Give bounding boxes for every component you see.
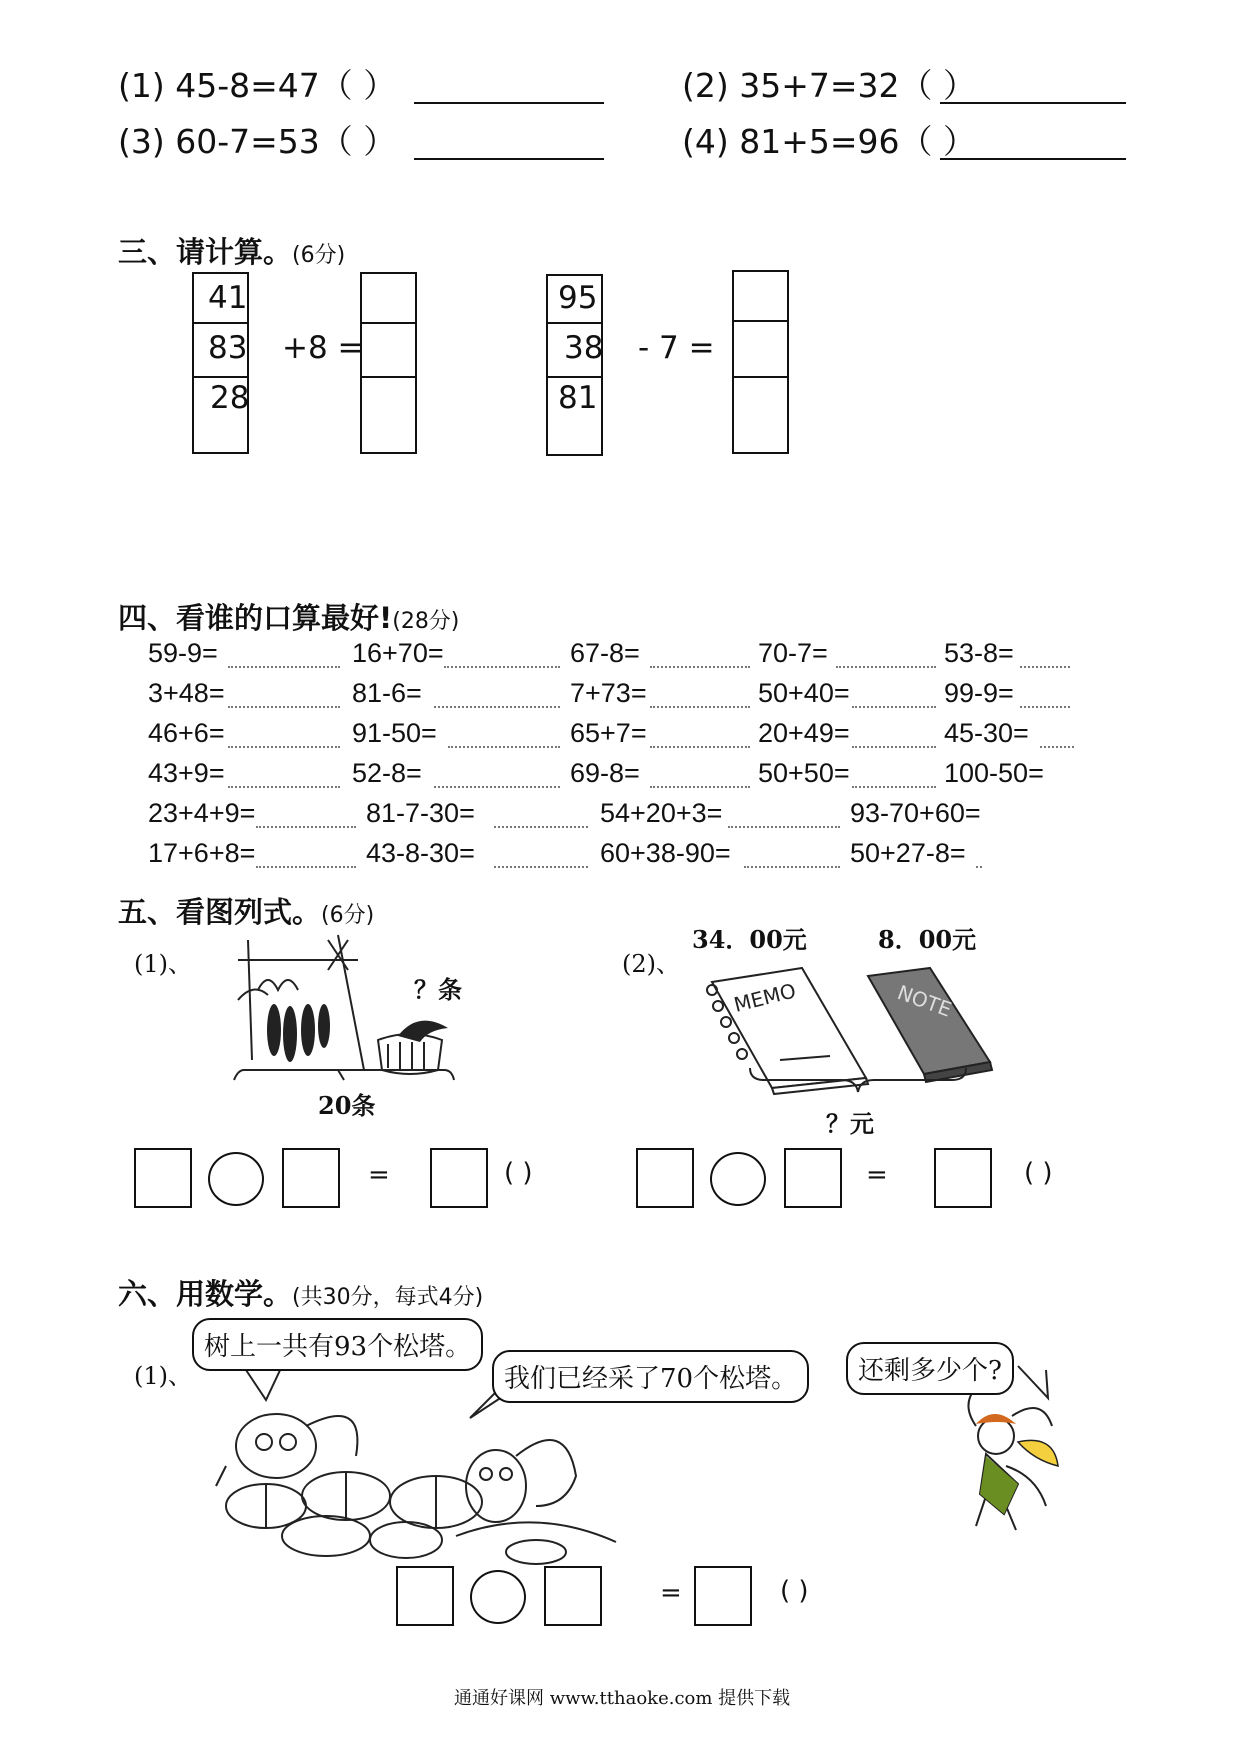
- answer-dots[interactable]: [494, 866, 588, 868]
- right-number-3: 81: [558, 380, 598, 416]
- p6-unit-paren[interactable]: ( ): [780, 1576, 809, 1606]
- answer-line-2[interactable]: [940, 102, 1126, 104]
- left-number-2: 83: [208, 330, 248, 366]
- answer-dots[interactable]: [256, 866, 356, 868]
- answer-dots[interactable]: [852, 746, 936, 748]
- problem-6-1-label: (1)、: [134, 1362, 192, 1390]
- answer-dots[interactable]: [228, 706, 340, 708]
- oral-problem: 17+6+8=: [148, 838, 256, 868]
- speech-bubble-total: 树上一共有93个松塔。: [192, 1318, 483, 1371]
- oral-problem: 100-50=: [944, 758, 1044, 788]
- judge-item-3: (3) 60-7=53（ ）: [118, 122, 397, 161]
- p6-number-box-1[interactable]: [396, 1566, 454, 1626]
- judge-item-2: (2) 35+7=32（ ）: [682, 66, 977, 105]
- answer-dots[interactable]: [836, 666, 936, 668]
- answer-dots[interactable]: [444, 666, 560, 668]
- oral-problem: 43-8-30=: [366, 838, 475, 868]
- p1-unit-paren[interactable]: ( ): [504, 1158, 533, 1188]
- oral-problem: 43+9=: [148, 758, 225, 788]
- answer-dots[interactable]: [976, 866, 982, 868]
- p2-unit-paren[interactable]: ( ): [1024, 1158, 1053, 1188]
- memo-price: 34．00元: [692, 925, 807, 954]
- oral-problem: 50+40=: [758, 678, 850, 708]
- p2-equals: =: [866, 1160, 888, 1190]
- answer-dots[interactable]: [1020, 666, 1070, 668]
- left-answer-box-1[interactable]: [360, 272, 417, 324]
- speech-bubble-picked: 我们已经采了70个松塔。: [492, 1350, 809, 1403]
- p1-number-box-1[interactable]: [134, 1148, 192, 1208]
- answer-dots[interactable]: [728, 826, 840, 828]
- left-operation: +8 =: [282, 330, 364, 366]
- right-answer-box-3[interactable]: [732, 376, 789, 454]
- oral-problem: 81-7-30=: [366, 798, 475, 828]
- answer-dots[interactable]: [434, 706, 560, 708]
- oral-problem: 52-8=: [352, 758, 422, 788]
- oral-problem: 23+4+9=: [148, 798, 256, 828]
- oral-problem: 60+38-90=: [600, 838, 731, 868]
- section-5-title: 五、看图列式。: [118, 895, 322, 929]
- answer-dots[interactable]: [1040, 746, 1074, 748]
- answer-dots[interactable]: [650, 786, 750, 788]
- oral-problem: 99-9=: [944, 678, 1014, 708]
- section-5-points: (6分): [321, 903, 375, 928]
- right-number-1: 95: [558, 280, 598, 316]
- right-operation: - 7 =: [638, 330, 715, 366]
- footer-credit: 通通好课网 www.tthaoke.com 提供下载: [454, 1688, 791, 1709]
- section-6-heading: [118, 1272, 483, 1313]
- answer-dots[interactable]: [228, 786, 340, 788]
- oral-problem: 54+20+3=: [600, 798, 723, 828]
- oral-problem: 45-30=: [944, 718, 1029, 748]
- oral-problem: 65+7=: [570, 718, 647, 748]
- answer-dots[interactable]: [852, 706, 936, 708]
- section-4-points: (28分): [392, 609, 460, 634]
- section-3-heading: [118, 230, 345, 271]
- answer-line-1[interactable]: [414, 102, 604, 104]
- p1-operator-circle[interactable]: [208, 1152, 264, 1206]
- oral-problem: 3+48=: [148, 678, 225, 708]
- p6-operator-circle[interactable]: [470, 1570, 526, 1624]
- oral-problem: 16+70=: [352, 638, 444, 668]
- right-answer-box-1[interactable]: [732, 270, 789, 322]
- oral-problem: 20+49=: [758, 718, 850, 748]
- oral-problem: 53-8=: [944, 638, 1014, 668]
- speech-bubble-question: 还剩多少个?: [846, 1342, 1014, 1395]
- p6-equals: =: [660, 1578, 682, 1608]
- p1-result-box[interactable]: [430, 1148, 488, 1208]
- answer-dots[interactable]: [650, 746, 750, 748]
- oral-problem: 70-7=: [758, 638, 828, 668]
- section-4-title: 四、看谁的口算最好!: [118, 601, 393, 635]
- section-3-title: 三、请计算。: [118, 235, 293, 269]
- left-answer-box-3[interactable]: [360, 376, 417, 454]
- answer-dots[interactable]: [448, 746, 560, 748]
- note-price: 8．00元: [878, 925, 977, 954]
- answer-dots[interactable]: [744, 866, 840, 868]
- problem-5-1-label: (1)、: [134, 950, 192, 978]
- problem-5-2-label: (2)、: [622, 950, 680, 978]
- answer-line-3[interactable]: [414, 158, 604, 160]
- section-5-heading: [118, 890, 374, 931]
- problem-5-2-question: ？元: [826, 1109, 874, 1138]
- section-4-heading: [118, 596, 459, 637]
- p1-number-box-2[interactable]: [282, 1148, 340, 1208]
- notebooks-brace: [746, 1064, 968, 1098]
- oral-problem: 46+6=: [148, 718, 225, 748]
- p1-equals: =: [368, 1160, 390, 1190]
- note-cover-text: NOTE: [894, 980, 955, 1022]
- answer-dots[interactable]: [256, 826, 356, 828]
- problem-5-1-total: 20条: [318, 1091, 376, 1120]
- memo-cover-text: MEMO: [731, 978, 799, 1017]
- p2-number-box-2[interactable]: [784, 1148, 842, 1208]
- answer-dots[interactable]: [1020, 706, 1070, 708]
- oral-problem: 69-8=: [570, 758, 640, 788]
- problem-5-1-question: ？条: [414, 975, 462, 1004]
- left-number-3: 28: [210, 380, 250, 416]
- oral-problem: 59-9=: [148, 638, 218, 668]
- oral-problem: 93-70+60=: [850, 798, 981, 828]
- judge-item-1: (1) 45-8=47（ ）: [118, 66, 397, 105]
- oral-problem: 67-8=: [570, 638, 640, 668]
- oral-problem: 81-6=: [352, 678, 422, 708]
- right-number-2: 38: [564, 330, 604, 366]
- oral-problem: 50+27-8=: [850, 838, 966, 868]
- section-3-points: (6分): [292, 243, 346, 268]
- answer-dots[interactable]: [434, 786, 560, 788]
- section-6-points: (共30分，每式4分): [292, 1285, 484, 1310]
- left-number-1: 41: [208, 280, 248, 316]
- answer-dots[interactable]: [494, 826, 588, 828]
- fish-drying-illustration: [228, 930, 478, 1090]
- left-answer-box-2[interactable]: [360, 322, 417, 378]
- answer-dots[interactable]: [650, 706, 750, 708]
- section-6-title: 六、用数学。: [118, 1277, 293, 1311]
- answer-dots[interactable]: [228, 666, 340, 668]
- right-answer-box-2[interactable]: [732, 320, 789, 378]
- p6-result-box[interactable]: [694, 1566, 752, 1626]
- oral-problem: 7+73=: [570, 678, 647, 708]
- oral-problem: 50+50=: [758, 758, 850, 788]
- p2-number-box-1[interactable]: [636, 1148, 694, 1208]
- judge-item-4: (4) 81+5=96（ ）: [682, 122, 977, 161]
- answer-dots[interactable]: [852, 786, 936, 788]
- answer-dots[interactable]: [228, 746, 340, 748]
- oral-problem: 91-50=: [352, 718, 437, 748]
- answer-dots[interactable]: [650, 666, 750, 668]
- p2-operator-circle[interactable]: [710, 1152, 766, 1206]
- p6-number-box-2[interactable]: [544, 1566, 602, 1626]
- p2-result-box[interactable]: [934, 1148, 992, 1208]
- answer-line-4[interactable]: [940, 158, 1126, 160]
